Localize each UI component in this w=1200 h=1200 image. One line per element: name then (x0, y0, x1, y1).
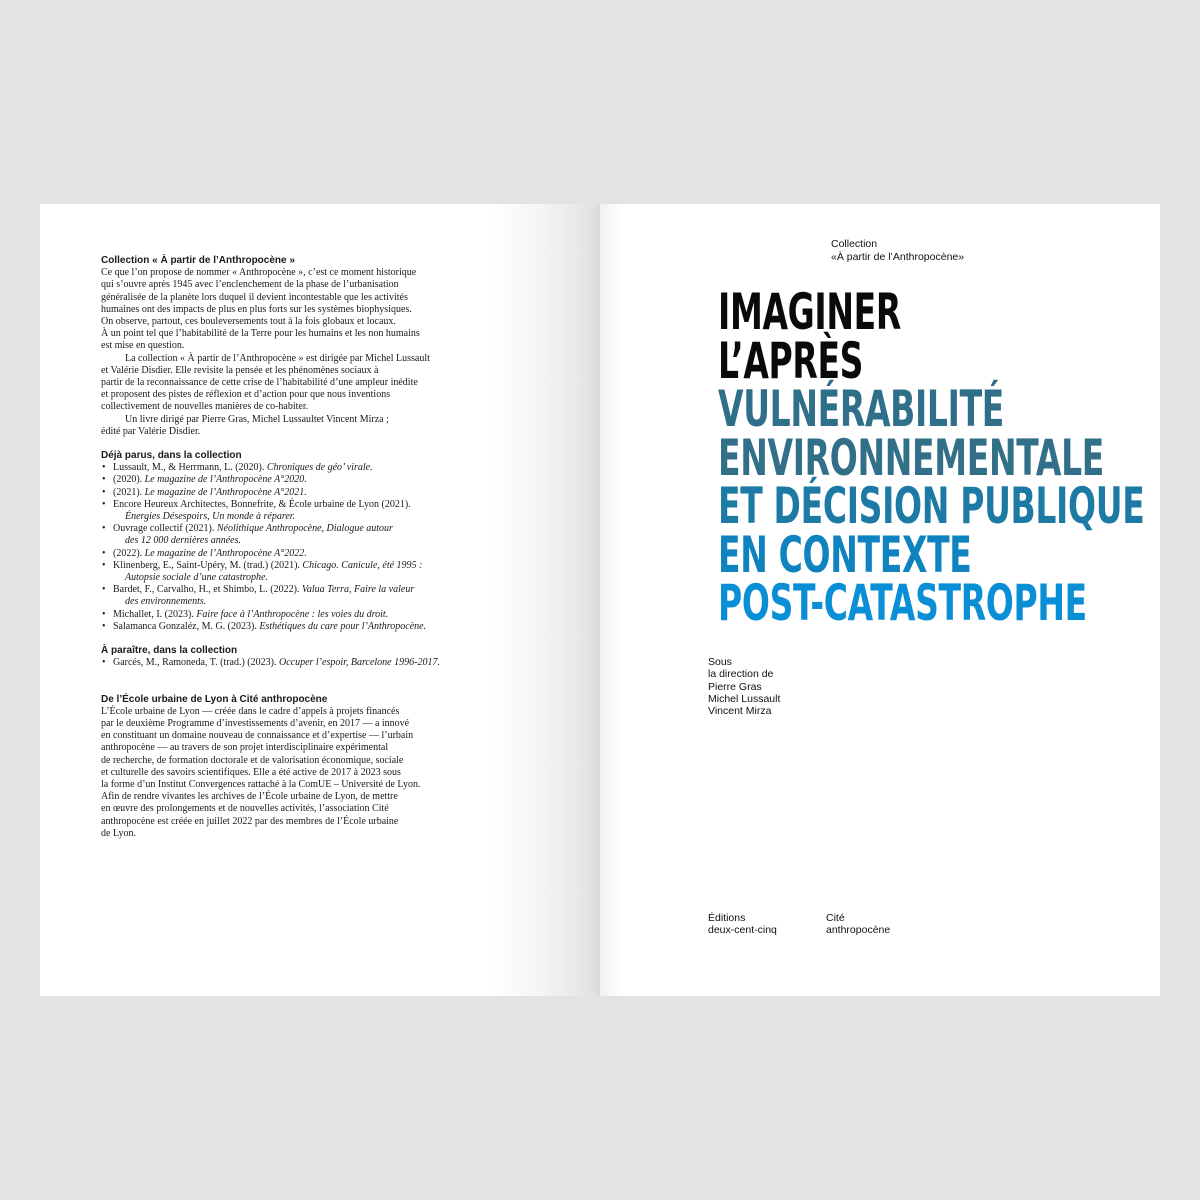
bibliography-title: Néolithique Anthropocène, Dialogue autour (216, 523, 393, 535)
text-line: À un point tel que l’habitabilité de la Terre pour les humains et les non humains (101, 328, 420, 340)
subtitle-line: POST-CATASTROPHE (718, 574, 1087, 632)
text-line: Afin de rendre vivantes les archives de l’École urbaine de Lyon, de mettre (101, 791, 398, 803)
title-line: IMAGINER (718, 283, 901, 341)
bibliography-title: Faire face à l’Anthropocène : les voies du droit. (196, 608, 389, 620)
bibliography-title: Le magazine de l’Anthropocène A°2020. (144, 474, 307, 486)
subtitle-line: VULNÉRABILITÉ (718, 380, 1004, 438)
editor-name: Pierre Gras (708, 680, 762, 693)
text-line: La collection « À partir de l’Anthropocène » est dirigée par Michel Lussault (125, 352, 430, 364)
bibliography-title-continued: Autopsie sociale d’une catastrophe. (125, 572, 268, 584)
book-title (718, 283, 1145, 632)
bibliography-title: Chicago. Canicule, été 1995 : (302, 559, 423, 571)
collection-label-line: «À partir de l’Anthropocène» (831, 250, 965, 263)
text-line: la forme d’un Institut Convergences rattaché à la ComUE – Université de Lyon. (101, 778, 421, 790)
text-line: partir de la reconnaissance de cette crise de l’habitabilité d’une ampleur inédite (101, 377, 418, 389)
bibliography-reference: Encore Heureux Architectes, Bonnefrite, & École urbaine de Lyon (2021). (113, 498, 411, 510)
text-line: en constituant un domaine nouveau de connaissance et d’expertise — l’urbain (101, 730, 414, 742)
left-page (40, 204, 600, 996)
subtitle-line: ENVIRONNEMENTALE (718, 428, 1105, 487)
ecole-heading: De l’École urbaine de Lyon à Cité anthropocène (101, 693, 328, 705)
bibliography-entry (113, 621, 496, 633)
credit-line: la direction de (708, 668, 774, 681)
bibliography-item (101, 523, 496, 547)
bibliography-title-continued: des environnements. (125, 596, 207, 608)
credit-line: Sous (708, 656, 732, 668)
text-line: collectivement de nouvelles manières de co-habiter. (101, 401, 309, 413)
bibliography-reference: Bardet, F., Carvalho, H., et Shimbo, L. (2022). (113, 584, 302, 596)
bibliography-item (101, 462, 496, 474)
bibliography-entry (113, 584, 496, 596)
bibliography-reference: Garcés, M., Ramoneda, T. (trad.) (2023). (113, 657, 279, 669)
text-line: qui s’ouvre après 1945 avec l’enclenchement de la phase de l’urbanisation (101, 279, 399, 291)
upcoming-heading: À paraître, dans la collection (101, 645, 238, 657)
bibliography-title: Chroniques de géo’ virale. (266, 462, 373, 474)
bibliography-entry (113, 462, 496, 474)
editors-credit (708, 656, 780, 717)
text-line: et Valérie Disdier. Elle revisite la pensée et les phénomènes sociaux à (101, 364, 379, 376)
bibliography-item (101, 560, 496, 584)
bibliography-entry (113, 523, 496, 535)
bibliography-entry (113, 560, 496, 572)
bibliography-item (101, 487, 496, 499)
collection-label-line: Collection (831, 238, 878, 250)
subtitle-line: ET DÉCISION PUBLIQUE (718, 477, 1145, 535)
collection-paragraph-2 (101, 353, 496, 414)
text-line: édité par Valérie Disdier. (101, 425, 201, 437)
bibliography-entry (113, 499, 496, 511)
bibliography-title-continued: des 12 000 dernières années. (125, 535, 241, 547)
bibliography-reference: Lussault, M., & Herrmann, L. (2020). (113, 462, 267, 474)
text-line: en œuvre des prolongements et de nouvelles activités, l’association Cité (101, 803, 389, 815)
text-line: On observe, partout, ces bouleversements tout à la fois globaux et locaux. (101, 316, 396, 328)
bibliography-entry (113, 657, 496, 669)
collection-paragraph-3 (101, 414, 496, 438)
editor-name: Vincent Mirza (708, 705, 772, 718)
left-page-text (101, 255, 496, 840)
bibliography-item (101, 609, 496, 621)
publisher-line: Cité (826, 912, 845, 924)
bibliography-reference: (2022). (113, 547, 145, 559)
text-line: anthropocène est créée en juillet 2022 par des membres de l’École urbaine (101, 815, 399, 827)
text-line: généralisée de la planète lors duquel il devient incontestable que les activités (101, 291, 408, 303)
bibliography-reference: Klinenberg, E., Saint-Upéry, M. (trad.) (2021). (113, 559, 303, 571)
published-list (101, 462, 496, 633)
bibliography-entry (113, 609, 496, 621)
text-line: est mise en question. (101, 340, 185, 352)
text-line: Ce que l’on propose de nommer « Anthropocène », c’est ce moment historique (101, 267, 417, 279)
text-line: et proposent des pistes de réflexion et d’action pour que nous inventions (101, 389, 391, 401)
bibliography-reference: Ouvrage collectif (2021). (113, 523, 217, 535)
bibliography-entry (113, 487, 496, 499)
ecole-paragraph (101, 706, 496, 840)
upcoming-list (101, 657, 496, 669)
collection-paragraph-1 (101, 267, 496, 352)
bibliography-reference: (2021). (113, 486, 145, 498)
bibliography-reference: (2020). (113, 474, 145, 486)
text-line: L’École urbaine de Lyon — créée dans le cadre d’appels à projets financés (101, 705, 400, 717)
text-line: anthropocène — au travers de son projet interdisciplinaire expérimental (101, 742, 389, 754)
bibliography-title-continued: Énergies Désespoirs, Un monde à réparer. (125, 511, 296, 523)
publisher-line: Éditions (708, 912, 746, 924)
bibliography-item (101, 657, 496, 669)
editor-name: Michel Lussault (708, 692, 781, 705)
bibliography-item (101, 548, 496, 560)
text-line: humaines ont des impacts de plus en plus forts sur les systèmes biophysiques. (101, 303, 412, 315)
bibliography-item (101, 621, 496, 633)
bibliography-entry (113, 548, 496, 560)
bibliography-title: Le magazine de l’Anthropocène A°2021. (144, 486, 307, 498)
bibliography-reference: Michallet, I. (2023). (113, 608, 197, 620)
right-page (600, 204, 1160, 996)
bibliography-title: Le magazine de l’Anthropocène A°2022. (144, 547, 307, 559)
bibliography-title: Esthétiques du care pour l’Anthropocène. (259, 620, 427, 632)
bibliography-item (101, 584, 496, 608)
title-line: L’APRÈS (718, 331, 864, 390)
bibliography-item (101, 499, 496, 523)
publisher-line: deux-cent-cinq (708, 924, 777, 937)
collection-label (831, 238, 964, 263)
bibliography-title: Occuper l’espoir, Barcelone 1996-2017. (278, 657, 440, 669)
bibliography-item (101, 474, 496, 486)
text-line: de recherche, de formation doctorale et de valorisation économique, sociale (101, 754, 404, 766)
published-heading: Déjà parus, dans la collection (101, 450, 242, 462)
bibliography-reference: Salamanca Gonzaléz, M. G. (2023). (113, 620, 260, 632)
text-line: par le deuxième Programme d’investissements d’avenir, en 2017 — a innové (101, 717, 410, 729)
bibliography-entry (113, 474, 496, 486)
text-line: de Lyon. (101, 827, 136, 839)
bibliography-title: Valua Terra, Faire la valeur (301, 584, 415, 596)
publisher-editions (708, 912, 777, 937)
collection-heading: Collection « À partir de l’Anthropocène » (101, 255, 295, 266)
subtitle-line: EN CONTEXTE (718, 525, 972, 584)
publisher-cite (826, 912, 890, 937)
publisher-line: anthropocène (826, 924, 891, 937)
text-line: Un livre dirigé par Pierre Gras, Michel Lussaultet Vincent Mirza ; (125, 413, 389, 425)
text-line: et culturelle des savoirs scientifiques. Elle a été active de 2017 à 2023 sous (101, 766, 401, 778)
